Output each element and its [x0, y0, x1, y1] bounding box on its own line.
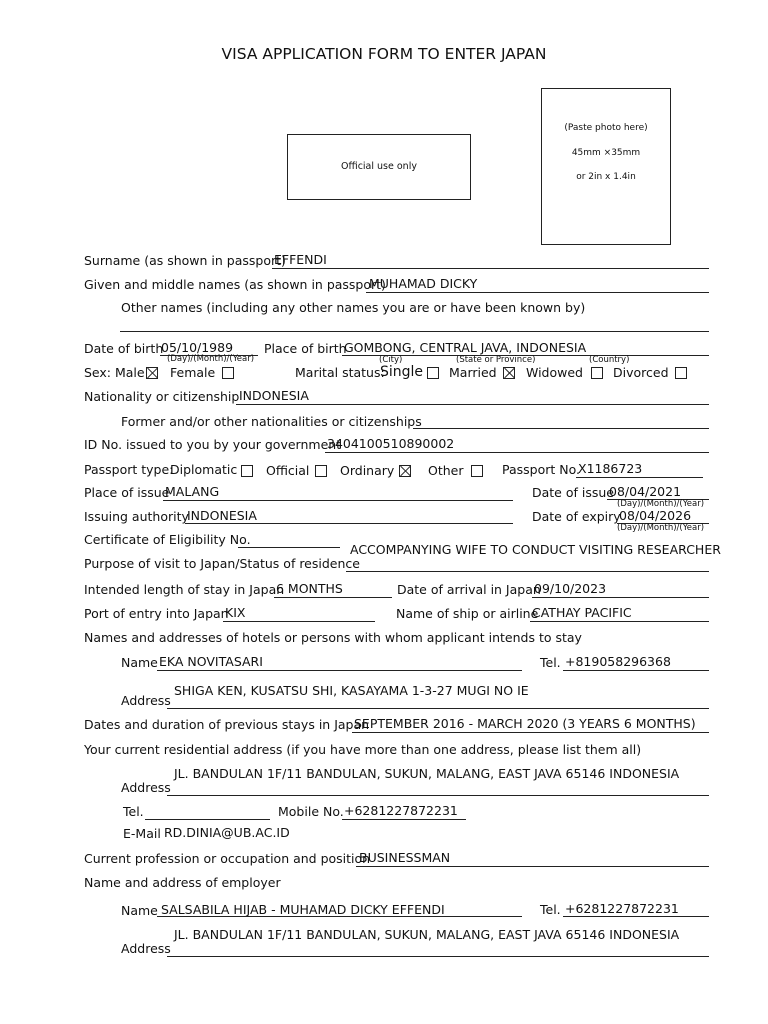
pob-hint-country: (Country)	[589, 355, 630, 365]
stay-length-value[interactable]: 6 MONTHS	[276, 581, 343, 596]
coe-label: Certificate of Eligibility No.	[84, 532, 251, 547]
surname-value[interactable]: EFFENDI	[274, 252, 327, 267]
purpose-line	[346, 571, 709, 572]
profession-label: Current profession or occupation and position	[84, 851, 371, 866]
date-of-expiry-label: Date of expiry	[532, 509, 621, 524]
ship-airline-label: Name of ship or airline	[396, 606, 539, 621]
marital-status-label: Marital status:	[295, 365, 385, 380]
ship-airline-line	[530, 621, 709, 622]
residence-tel-line[interactable]	[145, 819, 270, 820]
place-of-issue-value[interactable]: MALANG	[165, 484, 220, 499]
employer-tel-label: Tel.	[540, 902, 561, 917]
residence-label: Your current residential address (if you have more than one address, please list them all)	[84, 742, 642, 757]
issuing-authority-line	[185, 523, 513, 524]
pob-value[interactable]: GOMBONG, CENTRAL JAVA, INDONESIA	[344, 340, 587, 355]
passport-other-label: Other	[428, 463, 464, 478]
former-nationalities-label: Former and/or other nationalities or citizenships	[121, 414, 422, 429]
marital-married-checkbox[interactable]	[503, 367, 515, 379]
previous-stays-value[interactable]: SEPTEMBER 2016 - MARCH 2020 (3 YEARS 6 MONTHS)	[354, 716, 696, 731]
ship-airline-value[interactable]: CATHAY PACIFIC	[532, 605, 632, 620]
employer-address-label: Address	[121, 941, 171, 956]
arrival-date-line	[532, 597, 709, 598]
residence-address-value[interactable]: JL. BANDULAN 1F/11 BANDULAN, SUKUN, MALANG, EAST JAVA 65146 INDONESIA	[174, 766, 680, 781]
host-address-label: Address	[121, 693, 171, 708]
id-no-label: ID No. issued to you by your government	[84, 437, 342, 452]
passport-type-label: Passport type:	[84, 462, 174, 477]
employer-label: Name and address of employer	[84, 875, 281, 890]
marital-divorced-label: Divorced	[613, 365, 669, 380]
host-name-line	[157, 670, 522, 671]
email-value[interactable]: RD.DINIA@UB.AC.ID	[164, 825, 290, 840]
official-use-label: Official use only	[341, 161, 417, 172]
passport-no-value[interactable]: X1186723	[578, 461, 643, 476]
employer-address-line	[167, 956, 709, 957]
stay-length-label: Intended length of stay in Japan	[84, 582, 285, 597]
given-names-line	[366, 292, 709, 293]
host-tel-label: Tel.	[540, 655, 561, 670]
passport-official-checkbox[interactable]	[315, 465, 327, 477]
date-of-issue-label: Date of issue	[532, 485, 614, 500]
marital-married-label: Married	[449, 365, 497, 380]
previous-stays-line	[352, 732, 709, 733]
residence-tel-label: Tel.	[123, 804, 144, 819]
passport-diplomatic-checkbox[interactable]	[241, 465, 253, 477]
coe-line[interactable]	[238, 547, 340, 548]
photo-line-1: (Paste photo here)	[564, 123, 648, 133]
passport-no-line	[576, 477, 703, 478]
former-nationalities-line[interactable]	[413, 428, 709, 429]
other-names-line[interactable]	[120, 331, 709, 332]
previous-stays-label: Dates and duration of previous stays in Japan	[84, 717, 370, 732]
nationality-line	[236, 404, 709, 405]
profession-value[interactable]: BUSINESSMAN	[359, 850, 451, 865]
email-label: E-Mail	[123, 826, 161, 841]
employer-tel-value[interactable]: +6281227872231	[565, 901, 679, 916]
port-of-entry-label: Port of entry into Japan	[84, 606, 229, 621]
sex-male-checkbox[interactable]	[146, 367, 158, 379]
pob-label: Place of birth	[264, 341, 347, 356]
pob-hint-city: (City)	[379, 355, 403, 365]
employer-address-value[interactable]: JL. BANDULAN 1F/11 BANDULAN, SUKUN, MALANG, EAST JAVA 65146 INDONESIA	[174, 927, 680, 942]
photo-line-3: or 2in x 1.4in	[576, 172, 636, 182]
arrival-date-value[interactable]: 09/10/2023	[534, 581, 607, 596]
purpose-value[interactable]: ACCOMPANYING WIFE TO CONDUCT VISITING RESEARCHER	[350, 542, 721, 557]
date-of-expiry-hint: (Day)/(Month)/(Year)	[617, 523, 705, 533]
date-of-issue-hint: (Day)/(Month)/(Year)	[617, 499, 705, 509]
issuing-authority-label: Issuing authority	[84, 509, 189, 524]
photo-line-2: 45mm ×35mm	[571, 148, 641, 158]
marital-single-checkbox[interactable]	[427, 367, 439, 379]
dob-hint: (Day)/(Month)/(Year)	[167, 354, 255, 364]
passport-ordinary-checkbox[interactable]	[399, 465, 411, 477]
sex-female-label: Female	[170, 365, 216, 380]
id-no-value[interactable]: 3404100510890002	[327, 436, 455, 451]
host-tel-value[interactable]: +819058296368	[565, 654, 671, 669]
surname-label: Surname (as shown in passport)	[84, 253, 286, 268]
stay-length-line	[274, 597, 392, 598]
other-names-label: Other names (including any other names you are or have been known by)	[121, 300, 586, 315]
form-title: VISA APPLICATION FORM TO ENTER JAPAN	[221, 45, 547, 63]
sex-label: Sex: Male	[84, 365, 145, 380]
host-name-value[interactable]: EKA NOVITASARI	[159, 654, 263, 669]
employer-name-label: Name	[121, 903, 158, 918]
sex-female-checkbox[interactable]	[222, 367, 234, 379]
dob-label: Date of birth	[84, 341, 164, 356]
port-of-entry-line	[223, 621, 375, 622]
passport-ordinary-label: Ordinary	[340, 463, 395, 478]
date-of-expiry-value[interactable]: 08/04/2026	[619, 508, 692, 523]
host-name-label: Name	[121, 655, 158, 670]
dob-value[interactable]: 05/10/1989	[161, 340, 234, 355]
purpose-label: Purpose of visit to Japan/Status of residence	[84, 556, 360, 571]
pob-hint-state: (State or Province)	[456, 355, 536, 365]
residence-address-label: Address	[121, 780, 171, 795]
passport-other-checkbox[interactable]	[471, 465, 483, 477]
arrival-date-label: Date of arrival in Japan	[397, 582, 541, 597]
official-use-box	[287, 134, 471, 200]
nationality-value[interactable]: INDONESIA	[239, 388, 309, 403]
passport-diplomatic-label: Diplomatic	[170, 462, 238, 477]
residence-address-line	[167, 795, 709, 796]
profession-line	[356, 866, 709, 867]
date-of-issue-value[interactable]: 08/04/2021	[609, 484, 682, 499]
surname-line	[272, 268, 709, 269]
nationality-label: Nationality or citizenship	[84, 389, 240, 404]
hotels-label: Names and addresses of hotels or persons with whom applicant intends to stay	[84, 630, 582, 645]
photo-box[interactable]	[541, 88, 671, 245]
place-of-issue-line	[163, 500, 513, 501]
passport-official-label: Official	[266, 463, 310, 478]
mobile-label: Mobile No.	[278, 804, 344, 819]
id-no-line	[325, 452, 709, 453]
marital-widowed-label: Widowed	[526, 365, 583, 380]
employer-name-value[interactable]: SALSABILA HIJAB - MUHAMAD DICKY EFFENDI	[161, 902, 445, 917]
port-of-entry-value[interactable]: KIX	[225, 605, 246, 620]
given-names-value[interactable]: MUHAMAD DICKY	[369, 276, 478, 291]
passport-no-label: Passport No.	[502, 462, 581, 477]
host-tel-line	[563, 670, 709, 671]
marital-divorced-checkbox[interactable]	[675, 367, 687, 379]
host-address-line	[167, 708, 709, 709]
mobile-line	[342, 819, 466, 820]
marital-single-label: Single	[380, 364, 424, 380]
marital-widowed-checkbox[interactable]	[591, 367, 603, 379]
given-names-label: Given and middle names (as shown in passport)	[84, 277, 386, 292]
host-address-value[interactable]: SHIGA KEN, KUSATSU SHI, KASAYAMA 1-3-27 MUGI NO IE	[174, 683, 529, 698]
place-of-issue-label: Place of issue	[84, 485, 170, 500]
employer-name-line	[157, 916, 522, 917]
issuing-authority-value[interactable]: INDONESIA	[187, 508, 257, 523]
employer-tel-line	[563, 916, 709, 917]
mobile-value[interactable]: +6281227872231	[344, 803, 458, 818]
